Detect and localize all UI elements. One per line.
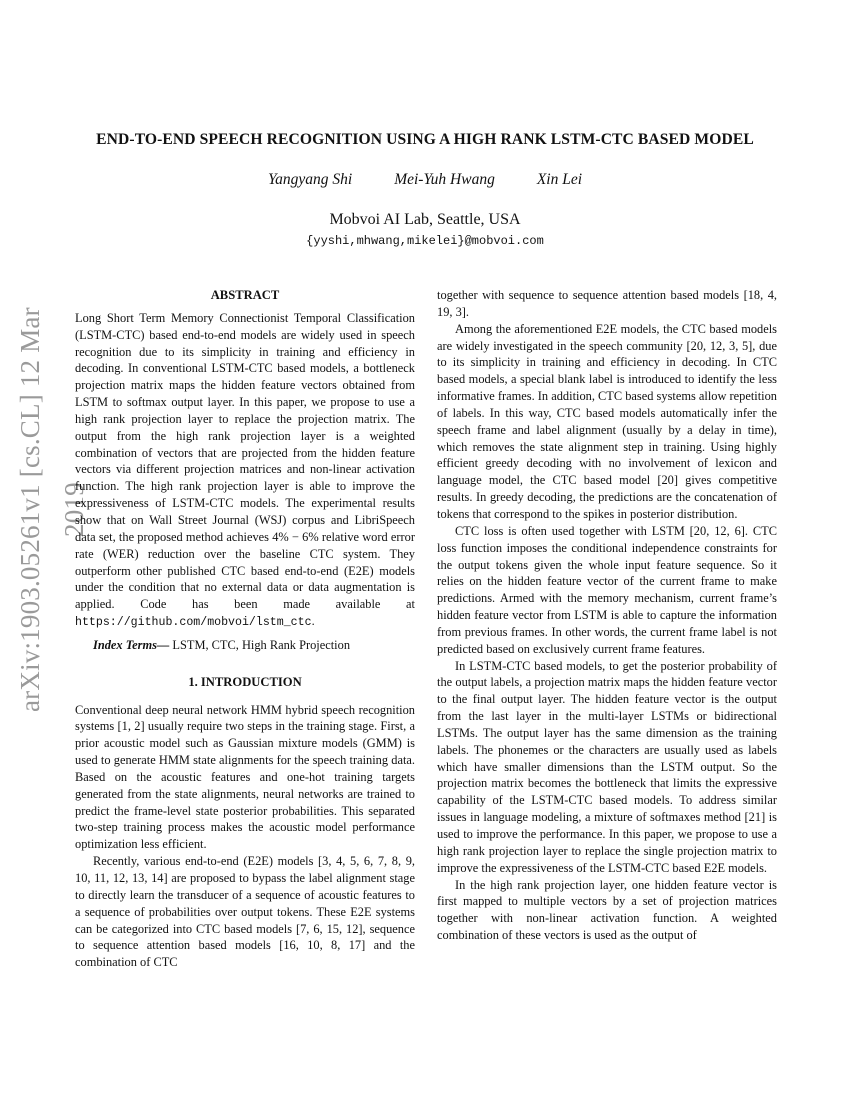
author-name: Xin Lei xyxy=(536,171,583,188)
index-terms xyxy=(75,637,415,654)
author-name: Mei-Yuh Hwang xyxy=(394,171,495,188)
affiliation: Mobvoi AI Lab, Seattle, USA xyxy=(329,211,521,228)
paper-title: END-TO-END SPEECH RECOGNITION USING A HIGH RANK LSTM-CTC BASED MODEL xyxy=(96,131,754,148)
author-list xyxy=(200,171,650,189)
body-paragraph: In the high rank projection layer, one hidden feature vector is first mapped to multiple vectors by a set of projection matrices together with non-linear activation function. A weighted combination of these vectors is used as the output of xyxy=(437,877,777,943)
code-link[interactable]: https://github.com/mobvoi/lstm_ctc xyxy=(75,616,312,630)
index-terms-label: Index Terms— xyxy=(93,637,170,652)
body-paragraph: Among the aforementioned E2E models, the CTC based models are widely investigated in the speech community [20, 12, 3, 5], due to its simplicity in training and efficiency in decoding. In CTC based models, a special blank label is introduced to identify the less informative frames. In addition, CTC based systems allow repetition of labels. In this way, CTC based models automatically infer the speech frame and label alignment (usually by a delay in time), which removes the state alignment step in training. Using highly efficient greedy decoding with no involvement of lexicon and language model, the CTC based model [20] gives competitive results. In greedy decoding, the predictions are the concatenation of tokens that correspond to the spikes in posterior distribution. xyxy=(437,321,777,521)
author-email: {yyshi,mhwang,mikelei}@mobvoi.com xyxy=(306,234,544,248)
intro-paragraph: Recently, various end-to-end (E2E) models [3, 4, 5, 6, 7, 8, 9, 10, 11, 12, 13, 14] are proposed to bypass the label alignment stage to directly learn the transducer of a sequence of acoustic features to a sequence of probabilities over output tokens. These E2E systems can be categorized into CTC based models [7, 6, 15, 12], sequence to sequence attention based models [16, 10, 8, 17] and the combination of CTC xyxy=(75,854,415,970)
arxiv-side-stamp: arXiv:1903.05261v1 [cs.CL] 12 Mar 2019 xyxy=(15,307,89,713)
abstract-heading: ABSTRACT xyxy=(210,288,280,302)
abstract-paragraph xyxy=(75,310,415,632)
index-terms-text: LSTM, CTC, High Rank Projection xyxy=(172,637,351,652)
right-column xyxy=(437,287,777,944)
introduction-heading: 1. INTRODUCTION xyxy=(188,674,302,689)
intro-paragraph: Conventional deep neural network HMM hybrid speech recognition systems [1, 2] usually require two steps in the training stage. First, a prior acoustic model such as Gaussian mixture models (GMM) is used to generate HMM state alignments for the speech training data. Based on the acoustic features and one-hot training targets generated from the state alignments, neural networks are trained to predict the frame-level state posterior probabilities. This separated two-step training process makes the acoustic model performance optimization less efficient. xyxy=(75,702,415,852)
body-paragraph: together with sequence to sequence attention based models [18, 4, 19, 3]. xyxy=(437,288,777,319)
body-paragraph: CTC loss is often used together with LSTM [20, 12, 6]. CTC loss function imposes the conditional independence constraints for the output tokens given the whole input feature sequence. So it relies on the hidden feature vector of the current frame to make predictions. Armed with the memory mechanism, current frame’s hidden feature vector from LSTM is able to capture the information from previous frames. In other words, the current frame label is not predicted based on exclusively current frame features. xyxy=(437,523,777,656)
abstract-text: Long Short Term Memory Connectionist Temporal Classification (LSTM-CTC) based end-to-end models are widely used in speech recognition due to its simplicity in training and efficiency in decoding. In conventional LSTM-CTC based models, a bottleneck projection matrix maps the hidden feature vectors obtained from LSTM to softmax output layer. In this paper, we propose to use a high rank projection layer to replace the projection matrix. The output from the high rank projection layer is a weighted combination of vectors that are projected from the hidden feature vectors via different projection matrices and non-linear activation function. The high rank projection layer is able to improve the expressiveness of LSTM-CTC models. The experimental results show that on Wall Street Journal (WSJ) corpus and LibriSpeech data set, the proposed method achieves 4% − 6% relative word error rate (WER) reduction over the baseline CTC system. They outperform other published CTC based end-to-end (E2E) models under the condition that no external data or data augmentation is applied. Code has been made available at xyxy=(75,310,415,612)
abstract-end-punct: . xyxy=(311,614,315,629)
author-name: Yangyang Shi xyxy=(267,171,353,188)
left-column xyxy=(75,287,415,971)
body-paragraph: In LSTM-CTC based models, to get the posterior probability of the output labels, a projection matrix maps the hidden feature vector to the final output layer. The hidden feature vector is the output from the last layer in the multi-layer LSTMs or bidirectional LSTMs. The output layer has the same dimension as the training labels. The phonemes or the characters are usually used as labels which have smaller dimensions than the LSTM output. So the projection matrix becomes the bottleneck that limits the expressive capability of the LSTM-CTC based models. To address similar issues in language modeling, a mixture of softmaxes method [21] is used to improve the performance. In this paper, we propose to use a high rank projection layer to replace the single projection matrix to improve the expressiveness of the LSTM-CTC based E2E models. xyxy=(437,658,777,875)
